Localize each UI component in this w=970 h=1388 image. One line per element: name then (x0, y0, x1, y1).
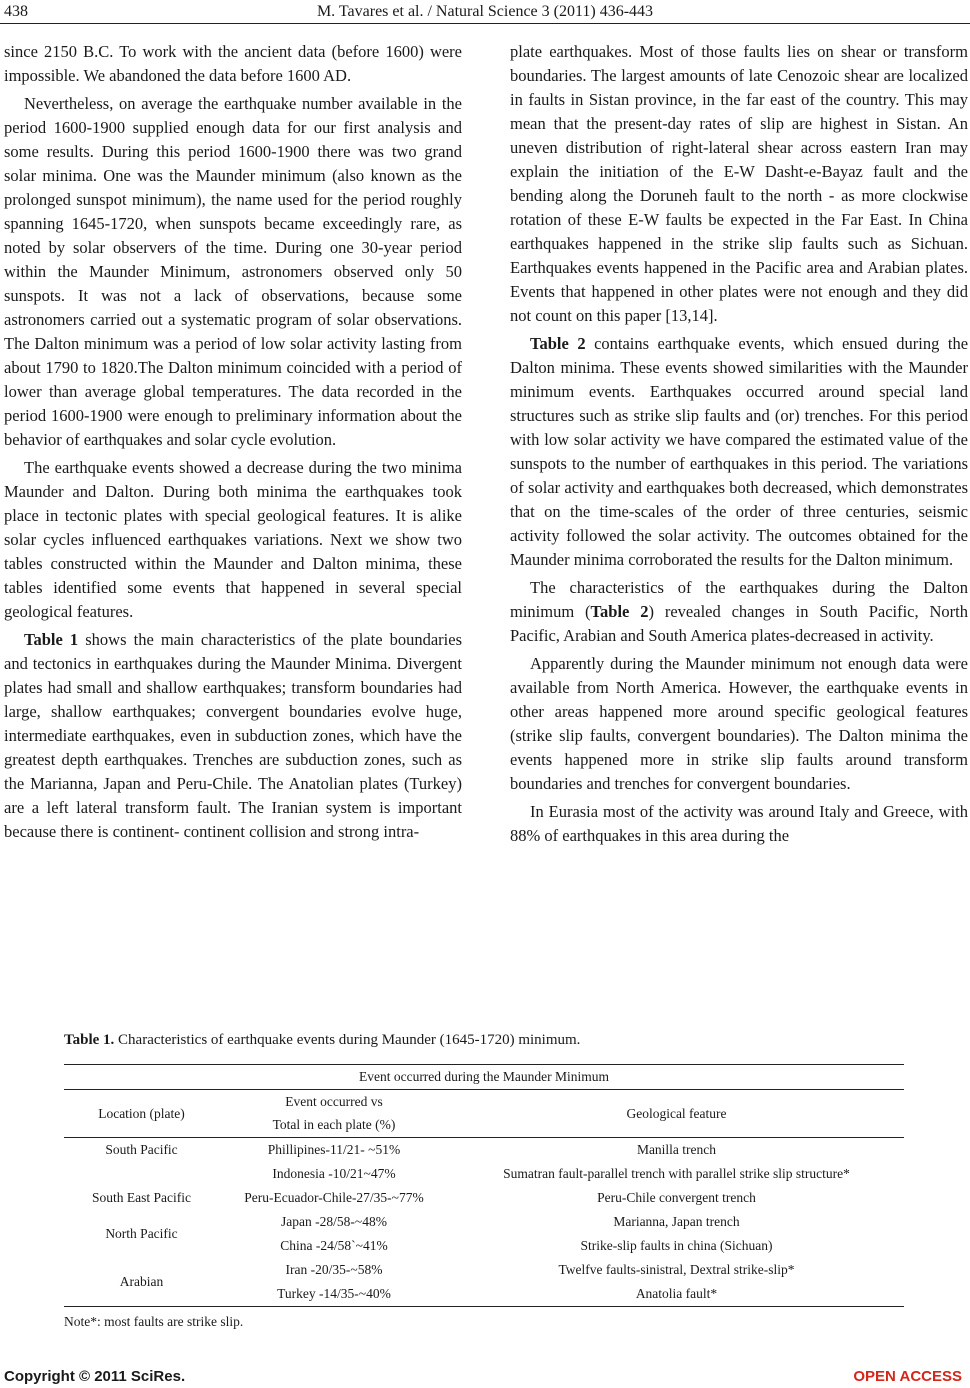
page-number: 438 (4, 3, 28, 20)
cell-feature: Manilla trench (636, 1142, 717, 1157)
paragraph-text: shows the main characteristics of the plate boundaries and tectonics in earthquakes during the Maunder Minima. Divergent plates had small and shallow earthquakes; transform boundaries had large, shallow earthquakes; convergent boundaries evolve huge, intermediate earthquakes, even in subduction zones, which have the greatest depth earthquakes. Trenches are subduction zones, such as the Marianna, Japan and Peru-Chile. The Anatolian plates (Turkey) are a left lateral transform fault. The Iranian system is important because there is continent- continent collision and strong intra- (4, 630, 462, 841)
paragraph: since 2150 B.C. To work with the ancient data (before 1600) were impossible. We abandoned the data before 1600 AD. (4, 42, 462, 85)
table-reference[interactable]: Table 1 (24, 630, 79, 649)
cell-location: North Pacific (105, 1226, 178, 1241)
copyright-notice: Copyright © 2011 SciRes. (4, 1368, 186, 1385)
paragraph: plate earthquakes. Most of those faults lies on shear or transform boundaries. The largest amounts of late Cenozoic shear are localized in faults in Sistan province, in the far east of the country. This may mean that the present-day rates of slip are highest in Sistan. An uneven distribution of right-lateral shear across eastern Iran may explain the initiation of the E-W Dasht-e-Bayaz fault and the bending along the Doruneh fault to the north - as more clockwise rotation of these E-W faults be expected in the Far East. In China earthquakes happened in the strike slip faults such as Sichuan. Earthquakes events happened in the Pacific area and Arabian plates. Events that happened in other plates were not enough and they did not count on this paper [13,14]. (510, 42, 968, 325)
cell-location: South East Pacific (92, 1190, 191, 1205)
paragraph (510, 332, 968, 572)
cell-location: South Pacific (105, 1142, 178, 1157)
cell-event: Peru-Ecuador-Chile-27/35-~77% (244, 1190, 424, 1205)
column-header-geology: Geological feature (449, 1090, 904, 1138)
table-row (64, 1162, 904, 1186)
cell-feature: Marianna, Japan trench (613, 1214, 740, 1229)
cell-feature: Twelfve faults-sinistral, Dextral strike-slip* (558, 1262, 795, 1277)
page-header (0, 3, 970, 24)
cell-event: Phillipines-11/21- ~51% (267, 1142, 401, 1157)
paragraph (510, 576, 968, 648)
table-caption-label: Table 1. (64, 1032, 115, 1048)
table-note: Note*: most faults are strike slip. (64, 1314, 244, 1329)
cell-event: Japan -28/58-~48% (281, 1214, 387, 1229)
cell-feature: Anatolia fault* (449, 1282, 904, 1307)
cell-event: Iran -20/35-~58% (285, 1262, 383, 1277)
table-caption-text: Characteristics of earthquake events during Maunder (1645-1720) minimum. (114, 1032, 581, 1048)
cell-event: China -24/58`~41% (280, 1238, 388, 1253)
cell-event: Turkey -14/35-~40% (219, 1282, 449, 1307)
cell-feature: Peru-Chile convergent trench (597, 1190, 756, 1205)
left-column (4, 40, 462, 844)
column-header-event-line2: Total in each plate (%) (219, 1113, 449, 1138)
paragraph: Nevertheless, on average the earthquake number available in the period 1600-1900 supplied enough data for our first analysis and some results. During this period 1600-1900 there was two grand solar minima. One was the Maunder minimum (also known as the prolonged sunspot minimum), the name used for the period roughly spanning 1645-1720, when sunspots became exceedingly rare, as noted by solar observers of the time. During one 30-year period within the Maunder Minimum, astronomers observed only 50 sunspots. It was not a lack of observations, because some astronomers carried out a systematic program of solar observations. The Dalton minimum was a period of low solar activity lasting from about 1790 to 1820.The Dalton minimum coincided with a period of lower than average global temperatures. The data recorded in the period 1600-1900 were enough to preliminary information about the behavior of earthquakes and solar cycle evolution. (4, 94, 462, 449)
table-row (64, 1186, 904, 1210)
paragraph: The earthquake events showed a decrease during the two minima Maunder and Dalton. During both minima the earthquakes took place in tectonic plates with special geological features. It is alike solar cycles influenced earthquakes variations. Next we show two tables constructed within the Maunder and Dalton minima, these tables identified some events that happened in several special geological features. (4, 458, 462, 621)
table-reference[interactable]: Table 2 (590, 602, 649, 621)
running-head: M. Tavares et al. / Natural Science 3 (2011) 436-443 (316, 3, 654, 20)
paragraph-text: contains earthquake events, which ensued during the Dalton minima. These events showed similarities with the Maunder minimum events. Earthquakes occurred around special land structures such as strike slip faults and (or) trenches. For this period with low solar activity we have compared the estimated value of the sunspots to the number of earthquakes in this period. The variations of solar activity and earthquakes both decreased, which demonstrates that on the time-scales of the order of three centuries, seismic activity followed the solar activity. The outcomes obtained for the Maunder minima corroborated the results for the Dalton minimum. (510, 334, 969, 569)
table-reference[interactable]: Table 2 (530, 334, 586, 353)
table-row (64, 1258, 904, 1282)
paragraph-text: The characteristics of the earthquakes during the Dalton minimum ( (510, 578, 968, 621)
cell-feature: Strike-slip faults in china (Sichuan) (580, 1238, 773, 1253)
paragraph: Apparently during the Maunder minimum not enough data were available from North America. However, the earthquake events in other areas happened more around specific geological features (strike slip faults, convergent boundaries). The Dalton minima the events happened more in strike slip faults around transform boundaries and trenches for convergent boundaries. (510, 654, 968, 793)
column-header-event: Event occurred vs (285, 1093, 383, 1109)
cell-feature: Sumatran fault-parallel trench with parallel strike slip structure* (503, 1166, 850, 1181)
cell-location (64, 1162, 219, 1186)
table-caption (64, 1032, 580, 1049)
cell-event: Indonesia -10/21~47% (272, 1166, 396, 1181)
open-access-label[interactable]: OPEN ACCESS (853, 1368, 962, 1385)
maunder-table (64, 1064, 904, 1307)
paragraph: In Eurasia most of the activity was around Italy and Greece, with 88% of earthquakes in this area during the (510, 802, 968, 845)
cell-location: Arabian (64, 1258, 219, 1307)
page-footer (0, 1362, 970, 1384)
right-column (510, 40, 968, 848)
paragraph (4, 628, 462, 844)
paragraph-text: ) revealed changes in South Pacific, North Pacific, Arabian and South America plates-decreased in activity. (510, 602, 968, 645)
table-row (64, 1138, 904, 1163)
column-header-location: Location (plate) (64, 1090, 219, 1138)
table-span-header: Event occurred during the Maunder Minimum (64, 1065, 904, 1090)
table-row (64, 1210, 904, 1234)
